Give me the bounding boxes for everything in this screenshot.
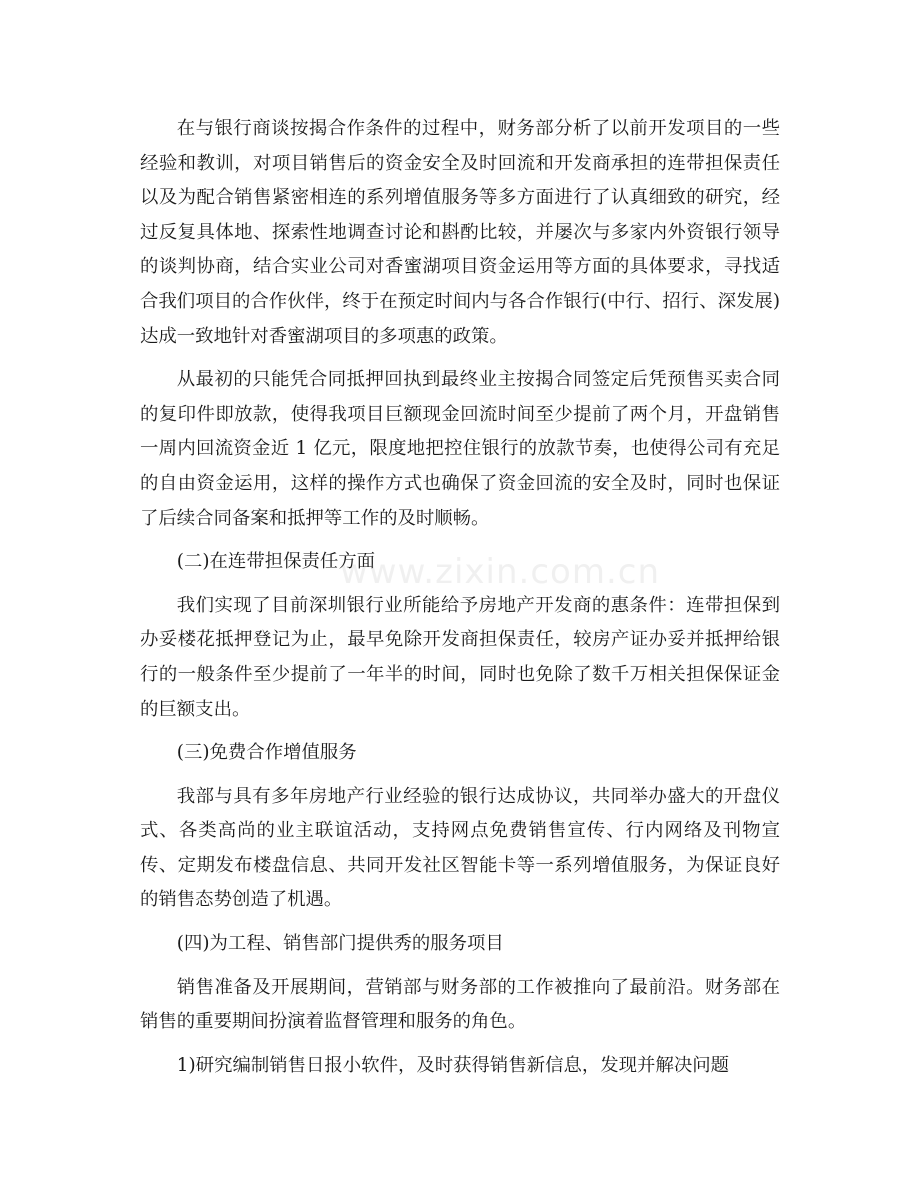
list-item-daily-report: 1)研究编制销售日报小软件，及时获得销售新信息，发现并解决问题 (176, 1054, 730, 1076)
section-heading-value-added: (三)免费合作增值服务 (176, 742, 357, 764)
section-heading-services: (四)为工程、销售部门提供秀的服务项目 (176, 933, 504, 955)
section-heading-guarantee: (二)在连带担保责任方面 (176, 551, 376, 573)
paragraph-value-added: 我部与具有多年房地产行业经验的银行达成协议，共同举办盛大的开盘仪式、各类高尚的业主联谊活动，支持网点免费销售宣传、行内网络及刊物宣传、定期发布楼盘信息、共同开发社区智能卡等一系列增值服务，为保证良好的销售态势创造了机遇。 (140, 785, 780, 911)
paragraph-bank-negotiation: 在与银行商谈按揭合作条件的过程中，财务部分析了以前开发项目的一些经验和教训，对项目销售后的资金安全及时回流和开发商承担的连带担保责任以及为配合销售紧密相连的系列增值服务等多方面进行了认真细致的研究，经过反复具体地、探索性地调查讨论和斟酌比较，并屡次与多家内外资银行领导的谈判协商，结合实业公司对香蜜湖项目资金运用等方面的具体要求，寻找适合我们项目的合作伙伴，终于在预定时间内与各合作银行(中行、招行、深发展)达成一致地针对香蜜湖项目的多项惠的政策。 (140, 118, 780, 347)
paragraph-guarantee: 我们实现了目前深圳银行业所能给予房地产开发商的惠条件：连带担保到办妥楼花抵押登记为止，最早免除开发商担保责任，较房产证办妥并抵押给银行的一般条件至少提前了一年半的时间，同时也免除了数千万相关担保保证金的巨额支出。 (140, 594, 780, 720)
document-body (140, 112, 780, 1092)
paragraph-loan-release: 从最初的只能凭合同抵押回执到最终业主按揭合同签定后凭预售买卖合同的复印件即放款，使得我项目巨额现金回流时间至少提前了两个月，开盘销售一周内回流资金近 1 亿元，限度地把控住银行的放款节奏，也使得公司有充足的自由资金运用，这样的操作方式也确保了资金回流的安全及时，同时也保证了后续合同备案和抵押等工作的及时顺畅。 (140, 369, 780, 529)
watermark: www.zixin.com.cn (340, 552, 660, 592)
paragraph-sales-period: 销售准备及开展期间，营销部与财务部的工作被推向了最前沿。财务部在销售的重要期间扮演着监督管理和服务的角色。 (140, 976, 780, 1033)
